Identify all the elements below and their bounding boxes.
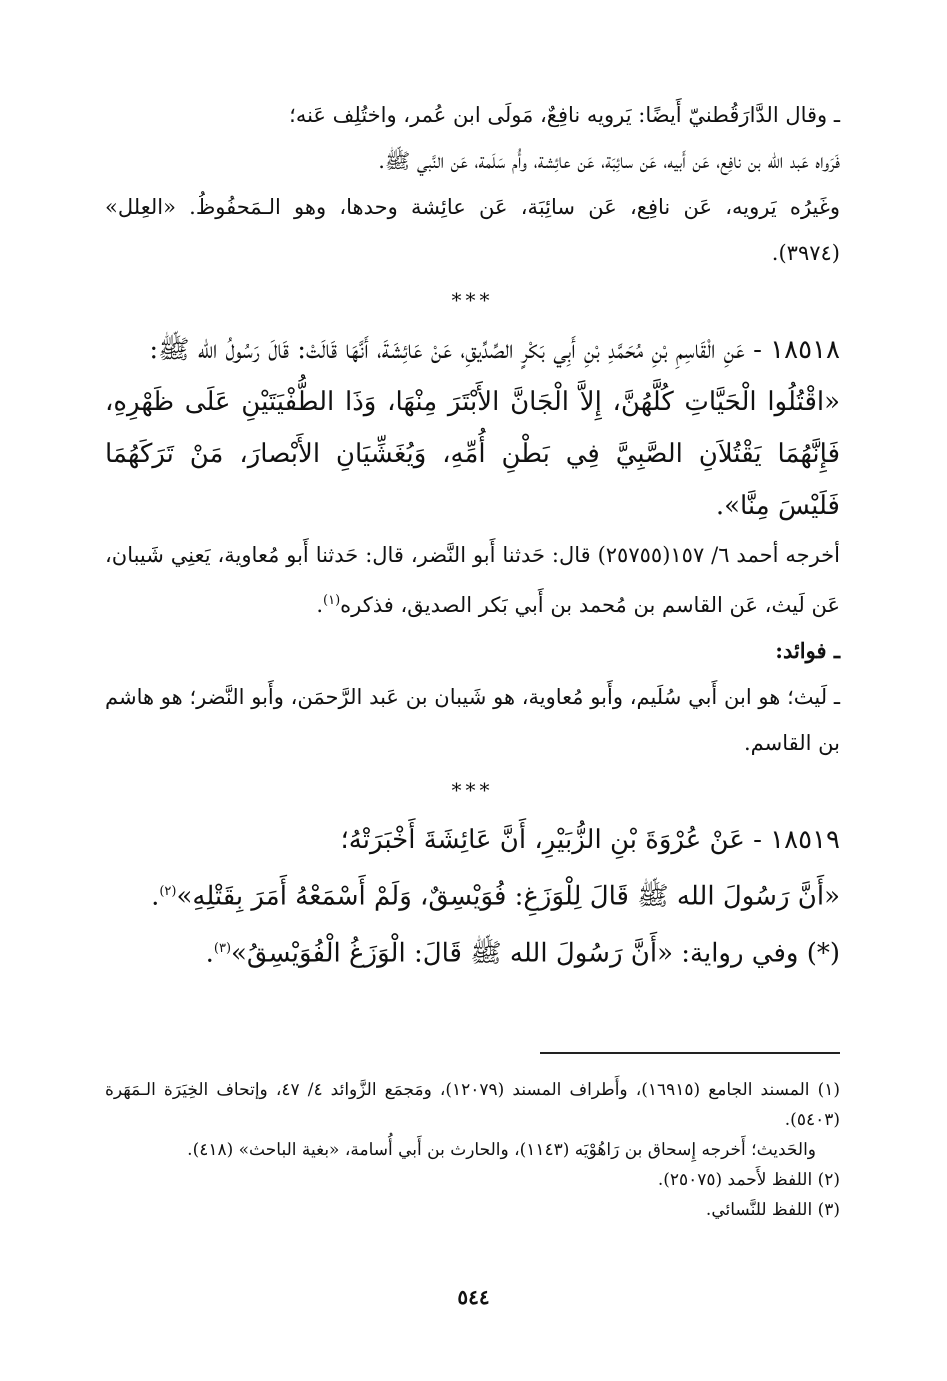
paragraph-preserved-route: وغَيرُه يَرويه، عَن نافِع، عَن سائِبَة، عَن عائِشة وحدها، وهو الـمَحفُوظُ. «العِلل» (٣٩٧٤). (105, 195, 840, 265)
footnote-ref-2: (٢) (159, 884, 177, 899)
fawaid-text: ـ لَيث؛ هو ابن أَبي سُلَيم، وأَبو مُعاوية، هو شَيبان بن عَبد الرَّحمَن، وأَبو النَّضر؛ هو هاشم بن القاسم. (105, 685, 840, 755)
footnote-ref-1: (١) (323, 593, 341, 608)
hadith-18518-text: «اقْتُلُوا الْحَيَّاتِ كُلَّهُنَّ، إِلاَّ الْجَانَّ الأَبْتَرَ مِنْهَا، وَذَا الطُّفْيَتَيْنِ عَلَى ظَهْرِهِ، فَإِنَّهُمَا يَقْتُلاَنِ الصَّبِيَّ فِي بَطْنِ أُمِّهِ، وَيُغَشِّيَانِ الأَبْصارَ، مَنْ تَرَكَهُمَا فَلَيْسَ مِنَّا». (105, 387, 840, 521)
footnotes-section (105, 1075, 840, 1225)
page-number: ٥٤٤ (457, 1285, 490, 1309)
footnote-ref-3: (٣) (213, 940, 232, 956)
footnote-2: (٢) اللفظ لأَحمد (٢٥٠٧٥). (657, 1170, 840, 1190)
footnote-3: (٣) اللفظ للنَّسائي. (705, 1200, 840, 1220)
page-body (105, 92, 840, 979)
footnote-separator (540, 1052, 840, 1054)
takhrij-text: أخرجه أحمد ٦/ ١٥٧(٢٥٧٥٥) قال: حَدثنا أَبو النَّضر، قال: حَدثنا أَبو مُعاوية، يَعنِي شَيبان، عَن لَيث، عَن القاسم بن مُحمد بن أَبي بَكر الصديق، فذكره (105, 543, 840, 617)
hadith-18518-chain: ١٨٥١٨ - عَنِ الْقَاسِمِ بْنِ مُحَمَّدِ بْنِ أَبِي بَكْرٍ الصِّدِّيقِ، عَنْ عَائِشَةَ، أَنَّهَا قَالَتْ: قَالَ رَسُولُ الله ﷺ: (149, 335, 840, 365)
footnote-1-continued: والحَديث؛ أَخرجه إِسحاق بن رَاهُوْيَه (١١٤٣)، والحارث بن أَبي أُسامة، «بغية الباحث» (٤١٨). (187, 1140, 816, 1160)
paragraph-daraqutni-intro: ـ وقال الدَّارَقُطنيّ أَيضًا: يَرويه نافِعٌ، مَولَى ابن عُمر، واختُلِف عَنه؛ (289, 103, 840, 127)
section-divider-stars: *** (451, 288, 494, 312)
footnote-1: (١) المسند الجامع (١٦٩١٥)، وأَطراف المسند (١٢٠٧٩)، ومَجمَع الزَّوائد ٤/ ٤٧، وإتحاف الخِيَرَة الـمَهَرة (٥٤٠٣). (105, 1080, 840, 1130)
section-divider-stars: *** (451, 778, 494, 802)
hadith-18519-riwaya: (*) وفي رواية: «أَنَّ رَسُولَ الله ﷺ قَالَ: الْوَزَغُ الْفُوَيْسِقُ»$^{(٣)}$. (205, 938, 840, 969)
hadith-18519-matn: «أَنَّ رَسُولَ الله ﷺ قَالَ لِلْوَزَغِ: فُوَيْسِقٌ، وَلَمْ أَسْمَعْهُ أَمَرَ بِقَتْلِهِ» (176, 881, 840, 912)
riwaya-text: (*) وفي رواية: «أَنَّ رَسُولَ الله ﷺ قَالَ: الْوَزَغُ الْفُوَيْسِقُ» (231, 938, 840, 969)
paragraph-abdullah-route: فَرَواه عَبد الله بن نافِع، عَن أَبيه، عَن سائِبَة، عَن عائِشة، وأُم سَلَمة، عَن النَّبي ﷺ. (378, 149, 840, 173)
hadith-18518-takhrij: أخرجه أحمد ٦/ ١٥٧(٢٥٧٥٥) قال: حَدثنا أَبو النَّضر، قال: حَدثنا أَبو مُعاوية، يَعنِي شَيبان، عَن لَيث، عَن القاسم بن مُحمد بن أَبي بَكر الصديق، فذكره$^{(١)}$. (105, 543, 840, 617)
fawaid-heading: ـ فوائد: (775, 638, 840, 663)
hadith-18519-chain: ١٨٥١٩ - عَنْ عُرْوَةَ بْنِ الزُّبَيْرِ، أَنَّ عَائِشَةَ أَخْبَرَتْهُ؛ (340, 825, 840, 855)
hadith-18519-text: «أَنَّ رَسُولَ الله ﷺ قَالَ لِلْوَزَغِ: فُوَيْسِقٌ، وَلَمْ أَسْمَعْهُ أَمَرَ بِقَتْلِهِ»$^{(٢)}$. (151, 881, 840, 912)
